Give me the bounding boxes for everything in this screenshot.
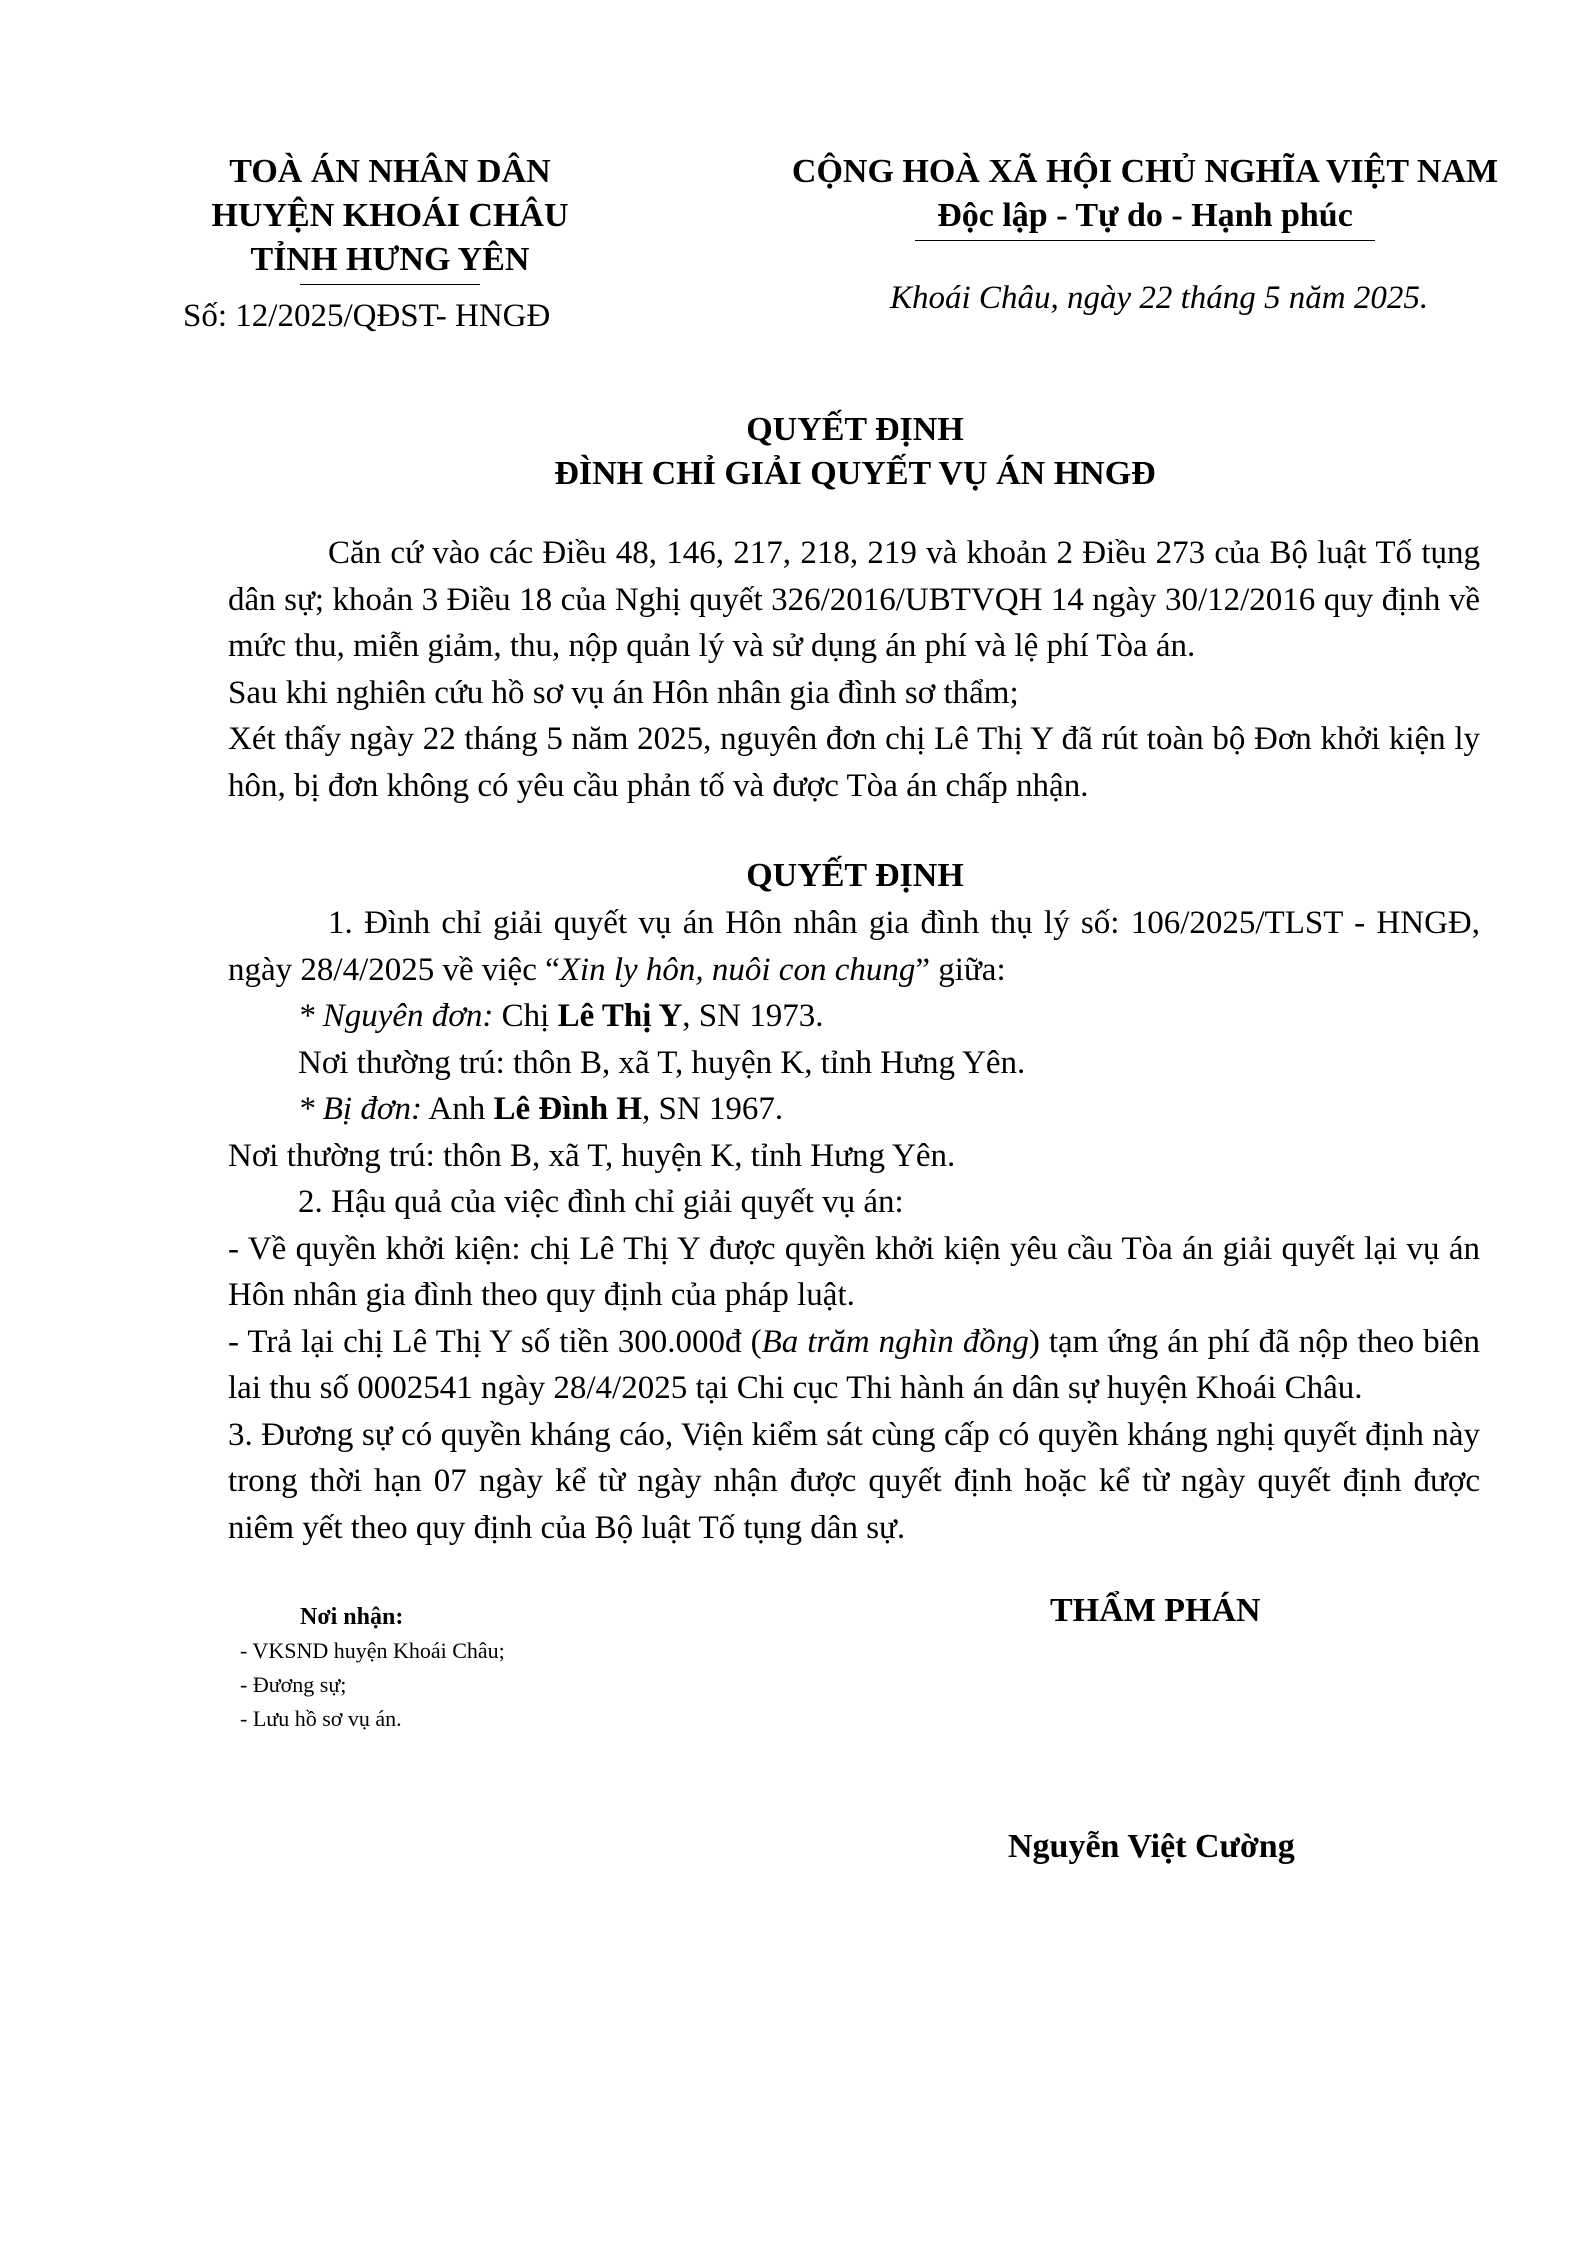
document-subtitle: ĐÌNH CHỈ GIẢI QUYẾT VỤ ÁN HNGĐ (554, 455, 1156, 492)
defendant-name: Lê Đình H (493, 1091, 642, 1127)
consideration-paragraph: Xét thấy ngày 22 tháng 5 năm 2025, nguyên đơn chị Lê Thị Y đã rút toàn bộ Đơn khởi kiện ly hôn, bị đơn không có yêu cầu phản tố và được Tòa án chấp nhận. (228, 721, 1480, 804)
recipients-block (240, 1600, 505, 1736)
item1-text: 1. Đình chỉ giải quyết vụ án Hôn nhân gia đình thụ lý số: 106/2025/TLST - HNGĐ, ngày 28/4/2025 về việc “ (228, 905, 1480, 988)
plaintiff-label: * Nguyên đơn: (298, 998, 494, 1034)
national-motto: Độc lập - Tự do - Hạnh phúc (937, 197, 1353, 234)
item1-text-end: ” giữa: (915, 951, 1006, 988)
decision-item-2a: - Về quyền khởi kiện: chị Lê Thị Y được quyền khởi kiện yêu cầu Tòa án giải quyết lại vụ án Hôn nhân gia đình theo quy định của pháp luật. (228, 1230, 1480, 1313)
decision-item-1 (228, 900, 1480, 993)
document-date: Khoái Châu, ngày 22 tháng 5 năm 2025. (890, 280, 1429, 316)
defendant-birth-year: , SN 1967. (642, 1091, 784, 1127)
defendant-label: * Bị đơn: (298, 1091, 422, 1127)
defendant-title: Anh (421, 1091, 494, 1127)
amount-in-words: Ba trăm nghìn đồng (761, 1323, 1029, 1360)
national-header (740, 150, 1550, 241)
recipients-heading: Nơi nhận: (300, 1604, 404, 1630)
document-number: Số: 12/2025/QĐST- HNGĐ (183, 298, 551, 334)
case-subject: Xin ly hôn, nuôi con chung (559, 951, 916, 988)
plaintiff-title: Chị (493, 998, 558, 1034)
decision-item-2: 2. Hậu quả của việc đình chỉ giải quyết vụ án: (298, 1184, 904, 1220)
defendant-line (228, 1086, 1480, 1133)
decision-item-3: 3. Đương sự có quyền kháng cáo, Viện kiểm sát cùng cấp có quyền kháng nghị quyết định này trong thời hạn 07 ngày kể từ ngày nhận được quyết định hoặc kể từ ngày quyết định được niêm yết theo quy định của Bộ luật Tố tụng dân sự. (228, 1416, 1480, 1546)
document-title: QUYẾT ĐỊNH (746, 411, 964, 448)
court-name: TOÀ ÁN NHÂN DÂN (229, 153, 551, 190)
decision-section (228, 900, 1480, 1551)
plaintiff-line (228, 993, 1480, 1040)
court-province: TỈNH HƯNG YÊN (250, 241, 530, 278)
recipient-item: - Lưu hồ sơ vụ án. (240, 1706, 402, 1731)
plaintiff-name: Lê Thị Y (557, 998, 683, 1034)
decision-item-2b (228, 1319, 1480, 1412)
plaintiff-address: Nơi thường trú: thôn B, xã T, huyện K, tỉnh Hưng Yên. (298, 1044, 1026, 1081)
court-header (170, 150, 610, 285)
item2b-text-end: ) tạm ứng án phí đã nộp theo biên lai thu số 0002541 ngày 28/4/2025 tại Chi cục Thi hành án dân sự huyện Khoái Châu. (228, 1323, 1480, 1406)
court-district: HUYỆN KHOÁI CHÂU (211, 197, 569, 234)
signer-role: THẨM PHÁN (1050, 1592, 1261, 1629)
recipient-item: - Đương sự; (240, 1672, 347, 1697)
review-paragraph: Sau khi nghiên cứu hồ sơ vụ án Hôn nhân gia đình sơ thẩm; (228, 674, 1019, 711)
plaintiff-birth-year: , SN 1973. (682, 998, 824, 1034)
court-header-underline (300, 284, 480, 285)
decision-heading: QUYẾT ĐỊNH (746, 857, 964, 894)
recipient-item: - VKSND huyện Khoái Châu; (240, 1638, 505, 1663)
preamble-section (228, 530, 1480, 809)
item2b-text: - Trả lại chị Lê Thị Y số tiền 300.000đ ( (228, 1323, 762, 1360)
national-motto-underline (915, 240, 1375, 241)
defendant-address: Nơi thường trú: thôn B, xã T, huyện K, tỉnh Hưng Yên. (228, 1137, 956, 1174)
national-title: CỘNG HOÀ XÃ HỘI CHỦ NGHĨA VIỆT NAM (791, 153, 1499, 190)
signer-name: Nguyễn Việt Cường (1008, 1828, 1295, 1865)
legal-basis-paragraph: Căn cứ vào các Điều 48, 146, 217, 218, 219 và khoản 2 Điều 273 của Bộ luật Tố tụng dân sự; khoản 3 Điều 18 của Nghị quyết 326/2016/UBTVQH 14 ngày 30/12/2016 quy định về mức thu, miễn giảm, thu, nộp quản lý và sử dụng án phí và lệ phí Tòa án. (228, 535, 1480, 664)
